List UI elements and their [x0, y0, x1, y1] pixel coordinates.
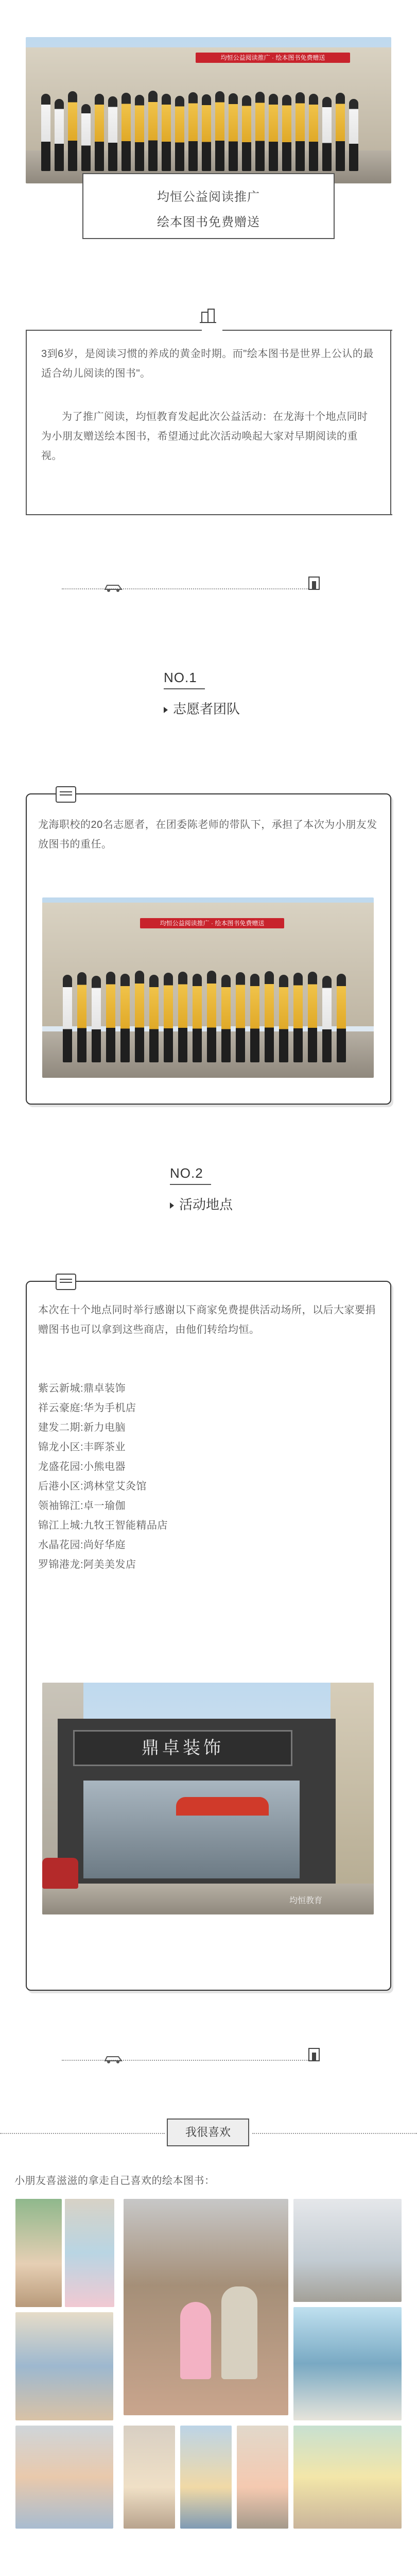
hero-caption-line2: 绘本图书免费赠送 — [157, 215, 260, 229]
section1-photo — [42, 897, 374, 1078]
arrow-right-icon — [164, 707, 168, 713]
store-window — [83, 1781, 300, 1878]
volunteer-row — [63, 959, 361, 1062]
hero-caption-box — [82, 173, 335, 239]
collage-photo-4 — [293, 2199, 402, 2302]
location-item: 祥云豪庭:华为手机店 — [38, 1402, 136, 1414]
collage-photo-8 — [124, 2426, 175, 2529]
location-item: 罗锦港龙:阿美美发店 — [38, 1559, 136, 1570]
intro-bottom-border — [27, 514, 392, 515]
section3-badge: 我很喜欢 — [167, 2119, 249, 2146]
car-icon — [103, 582, 124, 592]
section1-title: 志愿者团队 — [173, 701, 240, 717]
section2-underline — [170, 1184, 211, 1185]
section1-card — [26, 793, 391, 1105]
stamp-icon — [56, 1274, 76, 1290]
intro-box — [26, 330, 391, 515]
hero-photo — [26, 37, 391, 183]
pillar-icon — [308, 2047, 323, 2062]
dotted-divider — [62, 588, 309, 589]
store-building-right — [331, 1683, 374, 1914]
collage-photo-7 — [15, 2426, 113, 2529]
section2-title: 活动地点 — [179, 1197, 233, 1212]
location-item: 后港小区:鸿林堂艾灸馆 — [38, 1481, 147, 1492]
store-ground — [42, 1884, 374, 1914]
pillar-icon — [308, 576, 323, 590]
car-icon — [103, 2054, 124, 2064]
intro-paragraph-1: 3到6岁，是阅读习惯的养成的黄金时期。而"绘本图书是世界上公认的最适合幼儿阅读的图书"。 — [41, 348, 374, 379]
red-tent — [176, 1797, 269, 1816]
section1-number: NO.1 — [164, 670, 197, 685]
volunteer-group — [41, 68, 371, 171]
collage-photo-2 — [65, 2199, 114, 2307]
hero-banner: 均恒公益阅读推广 · 绘本图书免费赠送 — [196, 53, 350, 63]
section3-rule-left — [0, 2133, 165, 2134]
collage-child-a — [180, 2302, 211, 2379]
arrow-right-icon — [170, 1202, 174, 1209]
intro-paragraph-2: 为了推广阅读，均恒教育发起此次公益活动：在龙海十个地点同时为小朋友赠送绘本图书，希望通过此次活动唤起大家对早期阅读的重视。 — [41, 411, 368, 462]
collage-photo-11 — [293, 2426, 402, 2529]
building-icon — [200, 308, 216, 324]
location-item: 建发二期:新力电脑 — [38, 1422, 126, 1433]
section1-underline — [164, 688, 205, 689]
location-item: 锦江上城:九牧王智能精品店 — [38, 1520, 168, 1531]
location-item: 领袖锦江:卓一瑜伽 — [38, 1500, 126, 1512]
section2-intro: 本次在十个地点同时举行感谢以下商家免费提供活动场所，以后大家要捐赠图书也可以拿到这些商店，由他们转给均恒。 — [38, 1304, 376, 1335]
photo-collage — [15, 2199, 402, 2529]
collage-photo-10 — [237, 2426, 288, 2529]
location-list — [38, 1379, 378, 1574]
location-item: 龙盛花园:小熊电器 — [38, 1461, 126, 1472]
intro-top-border — [27, 330, 202, 331]
location-item: 紫云新城:鼎卓装饰 — [38, 1383, 126, 1394]
collage-child-b — [221, 2286, 257, 2379]
section1-body: 龙海职校的20名志愿者，在团委陈老师的带队下，承担了本次为小朋友发放图书的重任。 — [38, 819, 377, 850]
store-photo — [42, 1683, 374, 1914]
section1-photo-banner: 均恒公益阅读推广 · 绘本图书免费赠送 — [140, 918, 284, 928]
dotted-divider — [62, 2060, 309, 2061]
collage-photo-9 — [180, 2426, 232, 2529]
intro-top-border-right — [222, 330, 392, 331]
section2-heading — [170, 1194, 233, 1213]
red-car — [42, 1858, 78, 1889]
collage-photo-6 — [293, 2307, 402, 2420]
location-item: 锦龙小区:丰晖茶业 — [38, 1442, 126, 1453]
section1-heading — [164, 699, 240, 718]
section3-rule-right — [252, 2133, 417, 2134]
section2-number: NO.2 — [170, 1165, 203, 1181]
photo-watermark: 均恒教育 — [289, 1896, 323, 1905]
collage-photo-5 — [15, 2312, 113, 2420]
collage-photo-1 — [15, 2199, 62, 2307]
hero-caption-line1: 均恒公益阅读推广 — [157, 190, 260, 204]
section3-body: 小朋友喜滋滋的拿走自己喜欢的绘本图书： — [14, 2175, 215, 2187]
section2-card — [26, 1281, 391, 1991]
store-sign: 鼎卓装饰 — [73, 1730, 292, 1766]
stamp-icon — [56, 786, 76, 803]
location-item: 水晶花园:尚好华庭 — [38, 1539, 126, 1551]
